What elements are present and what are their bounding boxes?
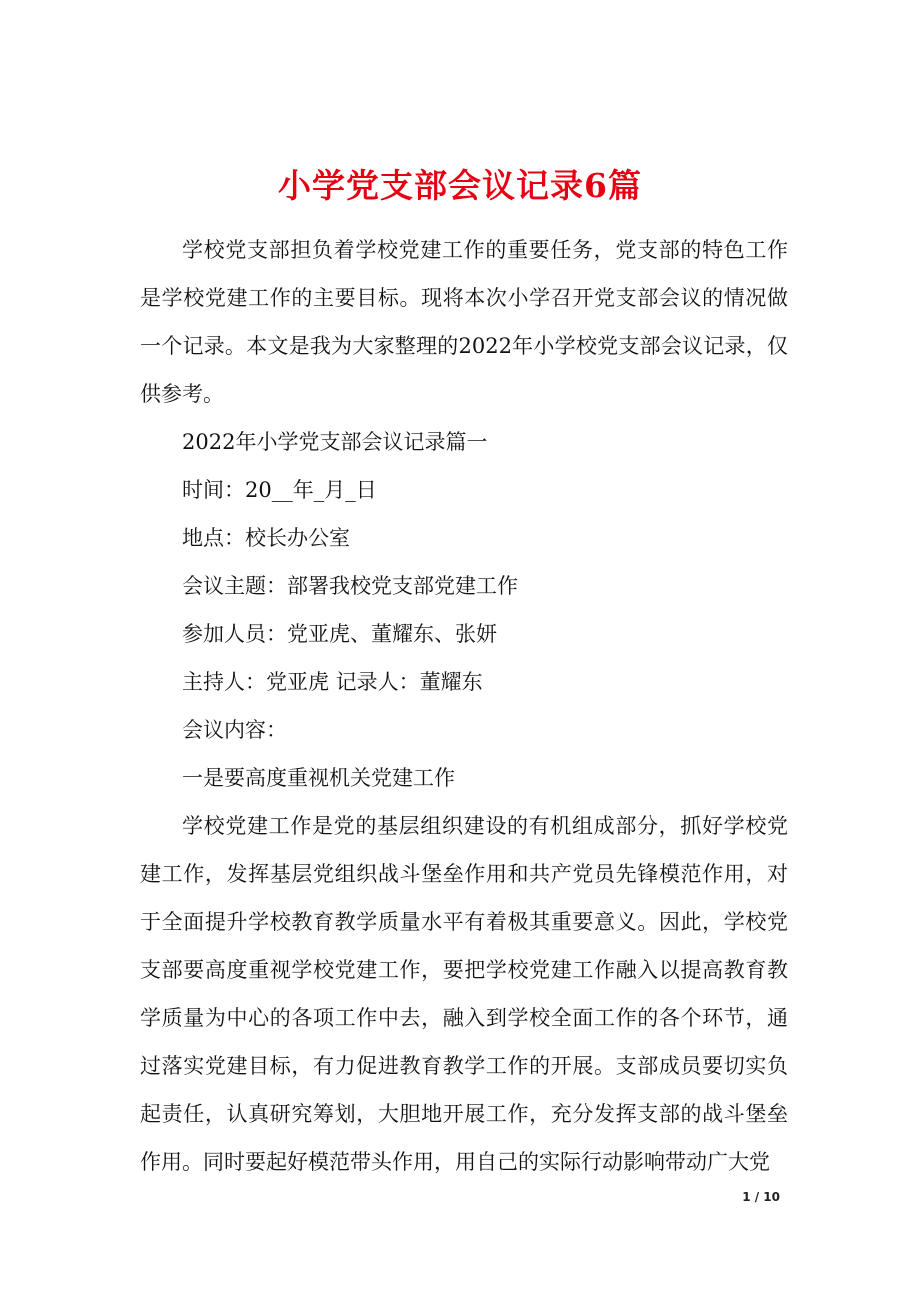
meeting-attendees: 参加人员：党亚虎、董耀东、张妍 — [182, 622, 497, 646]
body-paragraph: 学校党建工作是党的基层组织建设的有机组成部分，抓好学校党建工作，发挥基层党组织战斗堡垒作用和共产党员先锋模范作用，对于全面提升学校教育教学质量水平有着极其重要意义。因此，学校党支部要高度重视学校党建工作，要把学校党建工作融入以提高教育教学质量为中心的各项工作中去，融入到学校全面工作的各个环节，通过落实党建目标，有力促进教育教学工作的开展。支部成员要切实负起责任，认真研究筹划，大胆地开展工作，充分发挥支部的战斗堡垒作用。同时要起好模范带头作用，用自己的实际行动影响带动广大党 — [140, 814, 788, 1174]
meeting-time: 时间：20__年_月_日 — [182, 478, 377, 502]
document-body — [140, 226, 788, 1186]
intro-paragraph: 学校党支部担负着学校党建工作的重要任务，党支部的特色工作是学校党建工作的主要目标。现将本次小学召开党支部会议的情况做一个记录。本文是我为大家整理的2022年小学校党支部会议记录，仅供参考。 — [140, 238, 788, 406]
point-one-heading: 一是要高度重视机关党建工作 — [182, 766, 455, 790]
meeting-host-recorder: 主持人：党亚虎 记录人：董耀东 — [182, 670, 483, 694]
section-title: 2022年小学党支部会议记录篇一 — [182, 430, 488, 454]
meeting-place: 地点：校长办公室 — [182, 526, 350, 550]
meeting-topic: 会议主题：部署我校党支部党建工作 — [182, 574, 518, 598]
meeting-content-label: 会议内容： — [182, 718, 287, 742]
page-number: 1 / 10 — [742, 1190, 780, 1204]
document-title: 小学党支部会议记录6篇 — [278, 166, 642, 206]
